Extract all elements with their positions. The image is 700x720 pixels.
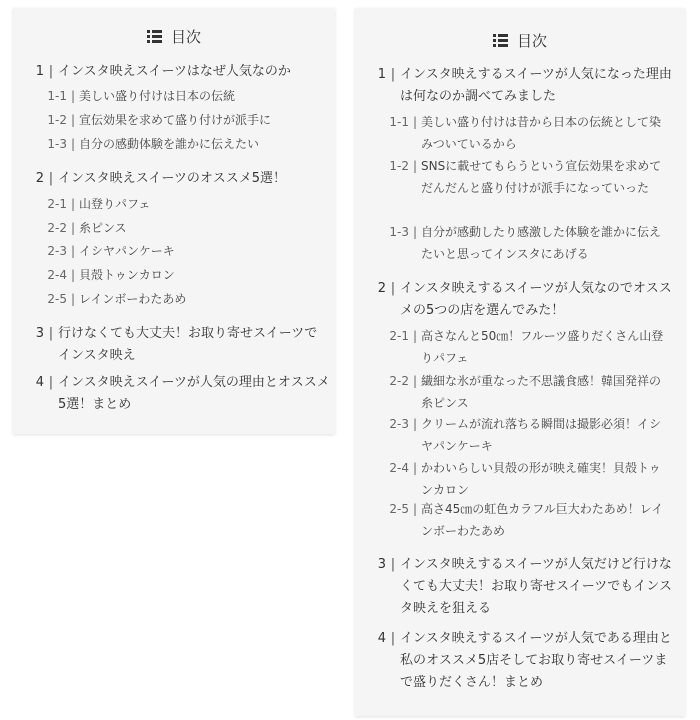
toc-link-text: 高さなんと50㎝！フルーツ盛りだくさん山登りパフェ bbox=[421, 329, 664, 365]
toc-number: 2-1 bbox=[47, 197, 67, 211]
toc-number: 2 bbox=[377, 281, 386, 296]
toc-link-text: 行けなくても大丈夫！お取り寄せスイーツでインスタ映え bbox=[58, 326, 318, 363]
toc-link-1-3[interactable]: 1-3 | 自分の感動体験を誰かに伝えたい bbox=[43, 133, 323, 155]
toc-link-text: 美しい盛り付けは昔から日本の伝統として染みついているから bbox=[421, 115, 662, 151]
toc-link-1[interactable]: 1 | インスタ映えするスイーツが人気になった理由は何なのか調べてみました bbox=[372, 64, 672, 108]
toc-link-text: 貝殻トゥンカロン bbox=[79, 268, 175, 282]
toc-link-2-2[interactable]: 2-2 | 繊細な氷が重なった不思議食感！韓国発祥の糸ピンス bbox=[385, 370, 670, 414]
toc-link-text: インスタ映えするスイーツが人気である理由と私のオススメ5店そしてお取り寄せスイーツまで盛りだくさん！まとめ bbox=[400, 631, 672, 690]
toc-number: 2-2 bbox=[389, 374, 409, 388]
toc-number: 1-3 bbox=[47, 137, 67, 151]
toc-link-2[interactable]: 2 | インスタ映えするスイーツが人気なのでオススメの5つの店を選んでみた！ bbox=[372, 278, 672, 322]
toc-link-text: 自分の感動体験を誰かに伝えたい bbox=[79, 137, 260, 151]
toc-link-1-1[interactable]: 1-1 | 美しい盛り付けは日本の伝統 bbox=[43, 85, 323, 107]
toc-number: 3 bbox=[377, 557, 386, 572]
toc-link-1-2[interactable]: 1-2 | SNSに載せてもらうという宣伝効果を求めてだんだんと盛り付けが派手になっていった bbox=[385, 155, 670, 199]
toc-link-3[interactable]: 3 | インスタ映えするスイーツが人気だけど行けなくても大丈夫！お取り寄せスイーツでもインスタ映えを狙える bbox=[372, 554, 672, 620]
toc-number: 1-3 bbox=[389, 225, 409, 239]
toc-number: 2-4 bbox=[389, 461, 409, 475]
toc-link-text: インスタ映えするスイーツが人気なのでオススメの5つの店を選んでみた！ bbox=[400, 281, 672, 318]
toc-number: 2 bbox=[35, 171, 44, 186]
toc-number: 1-1 bbox=[47, 89, 67, 103]
toc-number: 1-1 bbox=[389, 115, 409, 129]
toc-link-text: 繊細な氷が重なった不思議食感！韓国発祥の糸ピンス bbox=[421, 374, 662, 410]
toc-number: 4 bbox=[377, 631, 386, 646]
toc-number: 1 bbox=[35, 64, 44, 79]
toc-number: 2-1 bbox=[389, 329, 409, 343]
toc-short-header[interactable] bbox=[13, 26, 335, 48]
list-icon bbox=[147, 30, 162, 43]
toc-number: 2-2 bbox=[47, 221, 67, 235]
toc-link-2-5[interactable]: 2-5 | 高さ45㎝の虹色カラフル巨大わたあめ！レインボーわたあめ bbox=[385, 498, 670, 542]
toc-number: 1-2 bbox=[47, 113, 67, 127]
toc-link-text: 宣伝効果を求めて盛り付けが派手に bbox=[79, 113, 272, 127]
toc-link-text: 高さ45㎝の虹色カラフル巨大わたあめ！レインボーわたあめ bbox=[421, 502, 664, 538]
toc-link-text: SNSに載せてもらうという宣伝効果を求めてだんだんと盛り付けが派手になっていった bbox=[421, 159, 662, 195]
toc-link-2-5[interactable]: 2-5 | レインボーわたあめ bbox=[43, 288, 323, 310]
toc-link-2-4[interactable]: 2-4 | 貝殻トゥンカロン bbox=[43, 264, 323, 286]
toc-link-text: 自分が感動したり感激した体験を誰かに伝えたいと思ってインスタにあげる bbox=[421, 225, 662, 261]
toc-title: 目次 bbox=[516, 32, 547, 50]
toc-link-text: かわいらしい貝殻の形が映え確実！貝殻トゥンカロン bbox=[421, 461, 661, 497]
toc-number: 2-3 bbox=[47, 244, 67, 258]
toc-link-2-4[interactable]: 2-4 | かわいらしい貝殻の形が映え確実！貝殻トゥンカロン bbox=[385, 457, 670, 501]
toc-link-text: インスタ映えスイーツはなぜ人気なのか bbox=[58, 64, 291, 79]
toc-number: 2-4 bbox=[47, 268, 67, 282]
toc-link-2-3[interactable]: 2-3 | クリームが流れ落ちる瞬間は撮影必須！イシヤパンケーキ bbox=[385, 413, 670, 457]
toc-number: 1-2 bbox=[389, 159, 409, 173]
toc-link-2-1[interactable]: 2-1 | 高さなんと50㎝！フルーツ盛りだくさん山登りパフェ bbox=[385, 325, 670, 369]
toc-link-4[interactable]: 4 | インスタ映えするスイーツが人気である理由と私のオススメ5店そしてお取り寄せスイーツまで盛りだくさん！まとめ bbox=[372, 628, 672, 694]
toc-link-text: インスタ映えスイーツのオススメ5選！ bbox=[58, 171, 286, 186]
toc-link-text: 糸ピンス bbox=[79, 221, 127, 235]
toc-link-text: インスタ映えスイーツが人気の理由とオススメ5選！まとめ bbox=[58, 375, 330, 412]
toc-link-1-2[interactable]: 1-2 | 宣伝効果を求めて盛り付けが派手に bbox=[43, 109, 323, 131]
toc-link-text: インスタ映えするスイーツが人気だけど行けなくても大丈夫！お取り寄せスイーツでもインスタ映えを狙える bbox=[400, 557, 672, 616]
list-icon bbox=[493, 34, 508, 47]
toc-number: 2-5 bbox=[47, 292, 67, 306]
toc-link-2-3[interactable]: 2-3 | イシヤパンケーキ bbox=[43, 240, 323, 262]
toc-link-3[interactable]: 3 | 行けなくても大丈夫！お取り寄せスイーツでインスタ映え bbox=[30, 323, 330, 367]
toc-title: 目次 bbox=[170, 28, 201, 46]
toc-link-text: レインボーわたあめ bbox=[79, 292, 187, 306]
toc-link-2-1[interactable]: 2-1 | 山登りパフェ bbox=[43, 193, 323, 215]
toc-number: 2-5 bbox=[389, 502, 409, 516]
toc-link-2[interactable]: 2 | インスタ映えスイーツのオススメ5選！ bbox=[30, 168, 330, 190]
toc-number: 4 bbox=[35, 375, 44, 390]
toc-link-1-3[interactable]: 1-3 | 自分が感動したり感激した体験を誰かに伝えたいと思ってインスタにあげる bbox=[385, 221, 670, 265]
toc-number: 1 bbox=[377, 67, 386, 82]
toc-link-text: イシヤパンケーキ bbox=[79, 244, 175, 258]
toc-link-4[interactable]: 4 | インスタ映えスイーツが人気の理由とオススメ5選！まとめ bbox=[30, 372, 330, 416]
toc-short-panel bbox=[13, 8, 335, 434]
toc-link-1[interactable]: 1 | インスタ映えスイーツはなぜ人気なのか bbox=[30, 61, 330, 83]
toc-link-text: インスタ映えするスイーツが人気になった理由は何なのか調べてみました bbox=[400, 67, 672, 104]
toc-link-text: 美しい盛り付けは日本の伝統 bbox=[79, 89, 236, 103]
toc-link-text: クリームが流れ落ちる瞬間は撮影必須！イシヤパンケーキ bbox=[421, 417, 662, 453]
toc-long-header[interactable] bbox=[355, 30, 685, 52]
toc-link-text: 山登りパフェ bbox=[79, 197, 151, 211]
toc-number: 3 bbox=[35, 326, 44, 341]
toc-link-2-2[interactable]: 2-2 | 糸ピンス bbox=[43, 217, 323, 239]
toc-number: 2-3 bbox=[389, 417, 409, 431]
toc-long-panel bbox=[355, 8, 685, 716]
toc-link-1-1[interactable]: 1-1 | 美しい盛り付けは昔から日本の伝統として染みついているから bbox=[385, 111, 670, 155]
